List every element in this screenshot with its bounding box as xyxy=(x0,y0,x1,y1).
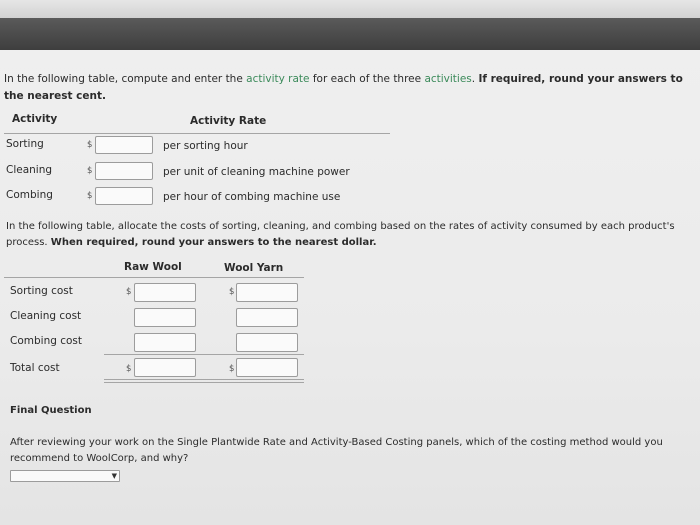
instruction-text: In the following table, compute and enter the xyxy=(4,73,247,85)
raw-wool-column-header: Raw Wool xyxy=(124,261,182,273)
rate-unit: per unit of cleaning machine power xyxy=(163,166,350,178)
raw-wool-total-cost-input[interactable] xyxy=(134,358,196,377)
total-double-rule xyxy=(104,379,304,380)
subtotal-divider xyxy=(104,354,304,355)
wool-yarn-column-header: Wool Yarn xyxy=(224,262,284,274)
instruction-text: for each of the three xyxy=(309,73,425,85)
browser-top-bar xyxy=(0,0,700,18)
activity-rate-link[interactable]: activity rate xyxy=(246,73,310,85)
allocation-instructions xyxy=(6,219,696,251)
currency-symbol: $ xyxy=(126,364,132,374)
total-double-rule xyxy=(104,382,304,383)
activity-rate-column-header: Activity Rate xyxy=(190,115,267,127)
sorting-rate-input[interactable] xyxy=(95,136,153,154)
raw-wool-sorting-cost-input[interactable] xyxy=(134,283,196,302)
final-question-text: After reviewing your work on the Single Plantwide Rate and Activity-Based Costing panels, which of the costing method would you recommend to WoolCorp, and why? xyxy=(10,437,663,464)
chevron-down-icon: ▼ xyxy=(111,472,117,480)
rate-unit: per hour of combing machine use xyxy=(163,191,341,203)
header-bar xyxy=(0,18,700,50)
raw-wool-cleaning-cost-input[interactable] xyxy=(134,308,196,327)
currency-symbol: $ xyxy=(87,140,93,150)
rate-unit: per sorting hour xyxy=(163,140,248,152)
cost-row-label: Total cost xyxy=(10,362,60,374)
rate-instructions xyxy=(4,71,698,105)
currency-symbol: $ xyxy=(87,191,93,201)
currency-symbol: $ xyxy=(229,364,235,374)
cost-row-label: Cleaning cost xyxy=(10,310,82,322)
currency-symbol: $ xyxy=(87,166,93,176)
activity-name: Cleaning xyxy=(6,164,53,176)
activity-name: Sorting xyxy=(6,138,44,150)
final-question-title: Final Question xyxy=(10,405,92,416)
wool-yarn-cleaning-cost-input[interactable] xyxy=(236,308,298,327)
wool-yarn-total-cost-input[interactable] xyxy=(236,358,298,377)
raw-wool-combing-cost-input[interactable] xyxy=(134,333,196,352)
wool-yarn-sorting-cost-input[interactable] xyxy=(236,283,298,302)
combing-rate-input[interactable] xyxy=(95,187,153,205)
cleaning-rate-input[interactable] xyxy=(95,162,153,180)
header-divider xyxy=(4,277,304,278)
activity-name: Combing xyxy=(6,189,53,201)
instruction-text: In the following table, allocate the costs of sorting, cleaning, and combing based on the rates of activity consumed by each product's process. xyxy=(6,221,675,248)
rounding-note: If required, round your answers to the nearest cent. xyxy=(4,73,683,102)
cost-row-label: Combing cost xyxy=(10,335,83,347)
currency-symbol: $ xyxy=(126,287,132,297)
instruction-text: . xyxy=(471,73,479,85)
wool-yarn-combing-cost-input[interactable] xyxy=(236,333,298,352)
cost-row-label: Sorting cost xyxy=(10,285,73,297)
costing-method-select[interactable] xyxy=(10,470,120,482)
activities-link[interactable]: activities xyxy=(424,73,472,85)
currency-symbol: $ xyxy=(229,287,235,297)
rounding-note: When required, round your answers to the nearest dollar. xyxy=(50,237,377,248)
header-divider xyxy=(4,133,390,134)
activity-column-header: Activity xyxy=(12,113,58,125)
